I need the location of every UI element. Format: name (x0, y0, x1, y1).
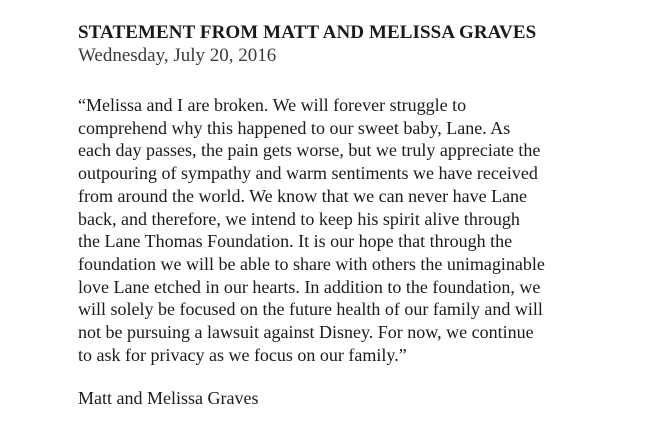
statement-signature: Matt and Melissa Graves (78, 388, 259, 408)
statement-body (78, 94, 578, 366)
body-line: comprehend why this happened to our sweet baby, Lane. As (78, 117, 511, 138)
statement-date: Wednesday, July 20, 2016 (78, 45, 277, 66)
body-line: “Melissa and I are broken. We will forever struggle to (78, 95, 467, 115)
body-line: outpouring of sympathy and warm sentiments we have received (78, 163, 538, 184)
statement-title: STATEMENT FROM MATT AND MELISSA GRAVES (78, 22, 537, 43)
body-line: back, and therefore, we intend to keep his spirit alive through (78, 208, 520, 229)
body-line: the Lane Thomas Foundation. It is our hope that through the (78, 231, 513, 252)
body-line: each day passes, the pain gets worse, but we truly appreciate the (78, 140, 541, 161)
body-line: not be pursuing a lawsuit against Disney. For now, we continue (78, 322, 534, 343)
body-line: will solely be focused on the future health of our family and will (78, 299, 543, 320)
body-line: to ask for privacy as we focus on our family.” (78, 344, 407, 365)
body-line: foundation we will be able to share with others the unimaginable (78, 253, 545, 274)
body-line: love Lane etched in our hearts. In addition to the foundation, we (78, 276, 541, 297)
body-line: from around the world. We know that we can never have Lane (78, 185, 528, 206)
